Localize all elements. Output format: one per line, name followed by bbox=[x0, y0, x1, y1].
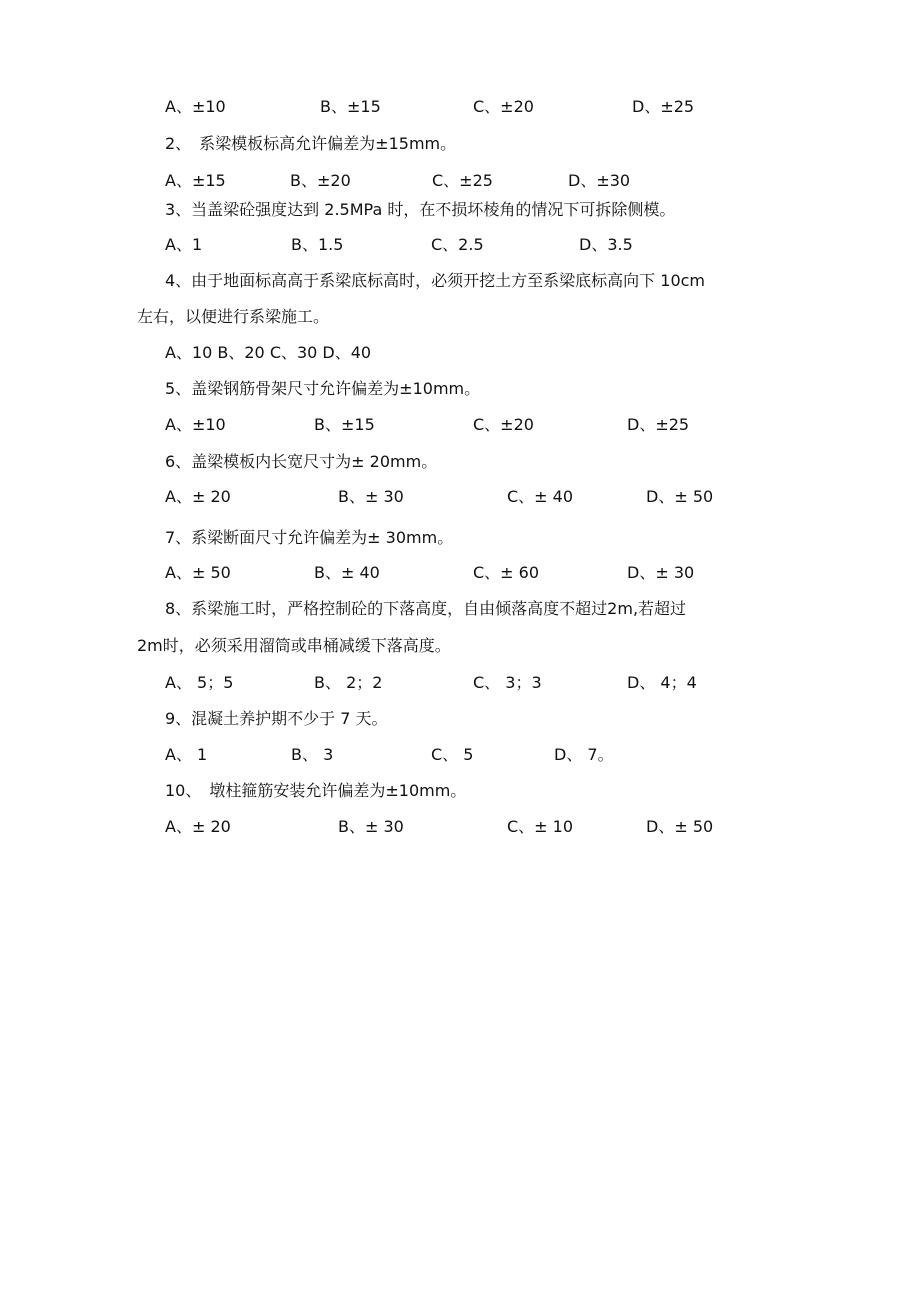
q5-option-b: B、±15 bbox=[314, 415, 375, 434]
q6-option-c: C、± 40 bbox=[507, 487, 574, 506]
question-3: 3、当盖梁砼强度达到 2.5MPa 时，在不损坏棱角的情况下可拆除侧模。 bbox=[165, 200, 676, 219]
q10-option-a: A、± 20 bbox=[165, 817, 231, 836]
q1-option-b: B、±15 bbox=[320, 97, 381, 116]
q1-option-d: D、±25 bbox=[632, 97, 695, 116]
q7-option-c: C、± 60 bbox=[473, 563, 540, 582]
q6-option-a: A、± 20 bbox=[165, 487, 231, 506]
question-4-line-2: 左右，以便进行系梁施工。 bbox=[137, 307, 330, 326]
question-8-line-1: 8、系梁施工时，严格控制砼的下落高度，自由倾落高度不超过2m,若超过 bbox=[165, 599, 687, 618]
q6-option-b: B、± 30 bbox=[338, 487, 404, 506]
q8-option-a: A、 5；5 bbox=[165, 673, 234, 692]
question-6: 6、盖梁模板内长宽尺寸为± 20mm。 bbox=[165, 452, 438, 471]
q6-option-d: D、± 50 bbox=[646, 487, 714, 506]
q3-option-c: C、2.5 bbox=[431, 235, 484, 254]
q2-option-c: C、±25 bbox=[432, 171, 493, 190]
question-4-line-1: 4、由于地面标高高于系梁底标高时，必须开挖土方至系梁底标高向下 10cm bbox=[165, 271, 706, 290]
q5-option-c: C、±20 bbox=[473, 415, 534, 434]
question-2: 2、 系梁模板标高允许偏差为±15mm。 bbox=[165, 134, 457, 153]
q1-option-a: A、±10 bbox=[165, 97, 226, 116]
q7-option-b: B、± 40 bbox=[314, 563, 380, 582]
q4-options: A、10 B、20 C、30 D、40 bbox=[165, 343, 372, 362]
q2-option-d: D、±30 bbox=[568, 171, 631, 190]
question-7: 7、系梁断面尺寸允许偏差为± 30mm。 bbox=[165, 528, 454, 547]
question-9: 9、混凝土养护期不少于 7 天。 bbox=[165, 709, 388, 728]
q8-option-b: B、 2；2 bbox=[314, 673, 383, 692]
question-8-line-2: 2m时，必须采用溜筒或串桶减缓下落高度。 bbox=[137, 636, 451, 655]
q1-option-c: C、±20 bbox=[473, 97, 534, 116]
q3-option-b: B、1.5 bbox=[291, 235, 344, 254]
q2-option-b: B、±20 bbox=[290, 171, 351, 190]
q8-option-c: C、 3；3 bbox=[473, 673, 542, 692]
q5-option-d: D、±25 bbox=[627, 415, 690, 434]
question-5: 5、盖梁钢筋骨架尺寸允许偏差为±10mm。 bbox=[165, 379, 481, 398]
q7-option-d: D、± 30 bbox=[627, 563, 695, 582]
q10-option-d: D、± 50 bbox=[646, 817, 714, 836]
q10-option-c: C、± 10 bbox=[507, 817, 574, 836]
q9-option-c: C、 5 bbox=[431, 745, 474, 764]
q2-option-a: A、±15 bbox=[165, 171, 226, 190]
q9-option-b: B、 3 bbox=[291, 745, 334, 764]
question-10: 10、 墩柱箍筋安装允许偏差为±10mm。 bbox=[165, 781, 467, 800]
q9-option-d: D、 7。 bbox=[554, 745, 614, 764]
q5-option-a: A、±10 bbox=[165, 415, 226, 434]
q3-option-d: D、3.5 bbox=[579, 235, 633, 254]
q10-option-b: B、± 30 bbox=[338, 817, 404, 836]
q8-option-d: D、 4；4 bbox=[627, 673, 697, 692]
q3-option-a: A、1 bbox=[165, 235, 203, 254]
q9-option-a: A、 1 bbox=[165, 745, 208, 764]
q7-option-a: A、± 50 bbox=[165, 563, 231, 582]
